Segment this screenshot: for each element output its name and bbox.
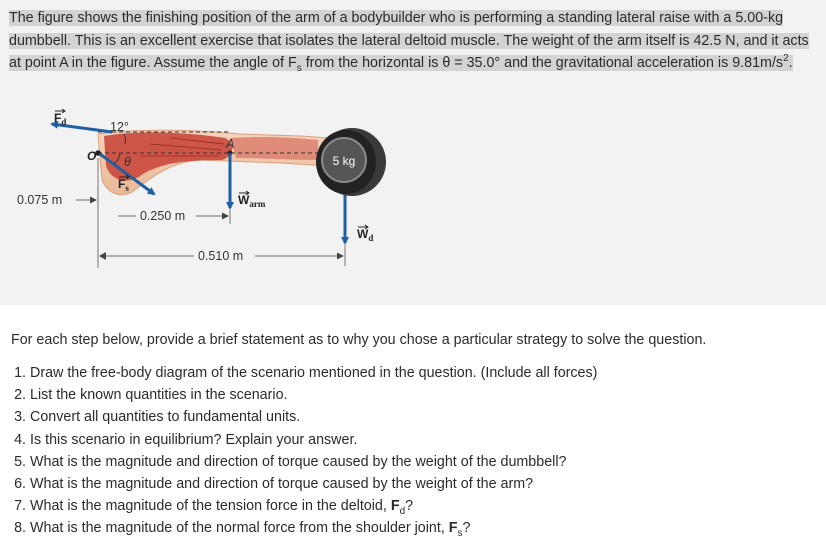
distance-0075: 0.075 m xyxy=(17,193,63,207)
q8-subscript: s xyxy=(457,528,463,540)
problem-text-highlight xyxy=(9,10,809,74)
question-item: 4. Is this scenario in equilibrium? Explain your answer. xyxy=(30,429,811,451)
fd-label: $F_d$ xyxy=(54,111,67,127)
question-item: 3. Convert all quantities to fundamental units. xyxy=(30,406,811,428)
fs-label: $F_s$ xyxy=(118,177,129,193)
q8-symbol: F xyxy=(448,520,458,537)
fs-subscript: s xyxy=(296,62,302,74)
question-list xyxy=(11,362,811,540)
q7-mark: ? xyxy=(405,498,414,515)
question-item xyxy=(30,517,811,539)
angle-12-label: 12° xyxy=(110,120,129,134)
dumbbell xyxy=(316,128,386,196)
angle-theta-label: θ xyxy=(124,155,131,169)
question-item xyxy=(30,495,811,517)
q7-subscript: d xyxy=(399,506,406,518)
question-item: 1. Draw the free-body diagram of the scenario mentioned in the question. (Include all forces) xyxy=(30,362,811,384)
arm-figure xyxy=(0,100,826,305)
question-item: 2. List the known quantities in the scenario. xyxy=(30,384,811,406)
question-item: 6. What is the magnitude and direction of torque caused by the weight of the arm? xyxy=(30,473,811,495)
label-o: O xyxy=(87,149,97,163)
q7-text: What is the magnitude of the tension force in the deltoid, xyxy=(30,498,391,515)
q8-mark: ? xyxy=(462,520,471,537)
problem-text-part-2: from the horizontal is θ = 35.0° and the gravitational acceleration is 9.81m/s xyxy=(301,55,784,71)
problem-text-part-3: . xyxy=(788,55,793,71)
distance-0510: 0.510 m xyxy=(198,249,244,263)
q7-symbol: F xyxy=(390,498,400,515)
problem-statement xyxy=(9,7,819,75)
forearm-muscle xyxy=(230,137,318,160)
label-a: A xyxy=(226,137,235,151)
dumbbell-label: 5 kg xyxy=(332,154,356,168)
g-exponent: 2 xyxy=(783,53,789,65)
question-item: 5. What is the magnitude and direction of torque caused by the weight of the dumbbell? xyxy=(30,451,811,473)
warm-label: $W_{arm}$ xyxy=(238,193,266,209)
problem-text-part-1: The figure shows the finishing position of the arm of a bodybuilder who is performing a standing lateral raise with a 5.00-kg dumbbell. This is an excellent exercise that isolates the lateral deltoid muscle. The weight of the arm itself is 42.5 N, and it acts at point A in the figure. Assume the angle of F xyxy=(9,10,809,71)
wd-label: $W_d$ xyxy=(357,227,374,243)
q8-text: What is the magnitude of the normal force from the shoulder joint, xyxy=(30,520,449,537)
distance-0250: 0.250 m xyxy=(140,209,186,223)
questions-section xyxy=(11,330,811,540)
questions-intro: For each step below, provide a brief statement as to why you chose a particular strategy to solve the question. xyxy=(11,332,707,348)
